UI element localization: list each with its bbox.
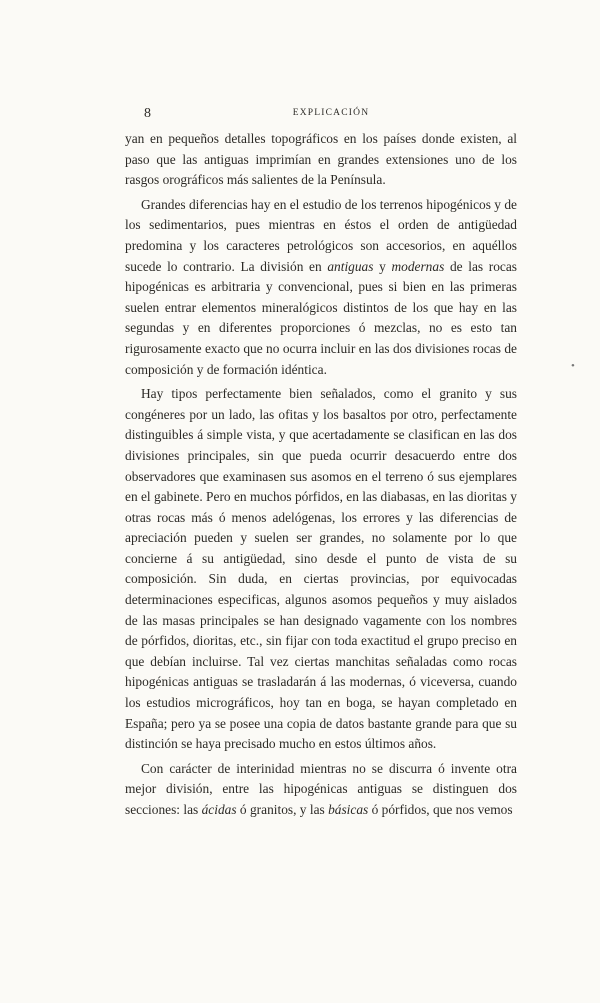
text-segment: yan en pequeños detalles topográficos en los países donde existen, al paso que las antiguas imprimían en grandes extensiones uno de los rasgos orográficos más salientes de la Península.: [125, 131, 517, 188]
running-title: EXPLICACIÓN: [292, 108, 370, 118]
paragraph-4: [125, 759, 517, 821]
text-segment: ó granitos, y las: [236, 802, 329, 817]
italic-term: modernas: [391, 258, 445, 274]
italic-term: antiguas: [327, 258, 374, 274]
italic-term: ácidas: [201, 802, 237, 817]
paragraph-2: [125, 195, 517, 380]
margin-speck-icon: •: [571, 360, 575, 372]
italic-term: básicas: [328, 802, 369, 817]
text-segment: Grandes diferencias hay en el estudio de los terrenos hipogénicos y de los sedimentarios, pues mientras en éstos el orden de antigüedad predomina y los caracteres petrológicos son accesorios, en aquéllos sucede lo contrario. La división en: [125, 196, 517, 274]
text-segment: ó pórfidos, que nos vemos: [368, 802, 513, 817]
paragraph-1: [125, 129, 517, 191]
page-number: 8: [144, 106, 151, 121]
text-segment: de las rocas hipogénicas es arbitraria y convencional, pues si bien en las primeras suelen entrar elementos mineralógicos distintos de los que hay en las segundas y en diferentes proporciones ó mezclas, no es esto tan rigurosamente exacto que no ocurra incluir en las dos divisiones rocas de composición y de formación idéntica.: [125, 258, 518, 377]
page-header: [144, 106, 518, 124]
text-segment: Hay tipos perfectamente bien señalados, como el granito y sus congéneres por un lado, las ofitas y los basaltos por otro, perfectamente distinguibles á simple vista, y que acertadamente se clasifican en las dos divisiones principales, sin que pueda ocurrir desacuerdo entre dos observadores que examinasen sus asomos en el terreno ó sus ejemplares en el gabinete. Pero en muchos pórfidos, en las diabasas, en las dioritas y otras rocas más ó menos adelógenas, los errores y las diferencias de apreciación pueden y suelen ser grandes, no solamente por lo que concierne á su antigüedad, sino desde el punto de vista de su composición. Sin duda, en ciertas provincias, por equivocadas determinaciones especificas, algunos asomos pequeños y muy aislados de las masas principales se han designado vagamente con los nombres de pórfidos, dioritas, etc., sin fijar con toda exactitud el grupo preciso en que debían incluirse. Tal vez ciertas manchitas señaladas como rocas hipogénicas antiguas se trasladarán á las modernas, ó viceversa, cuando los estudios micrográficos, hoy tan en boga, se hayan completado en España; pero ya se posee una copia de datos bastante grande para que su distinción se haya precisado mucho en estos últimos años.: [125, 386, 517, 752]
body-text: [125, 129, 517, 821]
paragraph-3: [125, 384, 517, 755]
text-segment: y: [373, 258, 392, 274]
text-segment: Con carácter de interinidad mientras no se discurra ó invente otra mejor división, entre las hipogénicas antiguas se distinguen dos secciones: las: [125, 760, 517, 817]
